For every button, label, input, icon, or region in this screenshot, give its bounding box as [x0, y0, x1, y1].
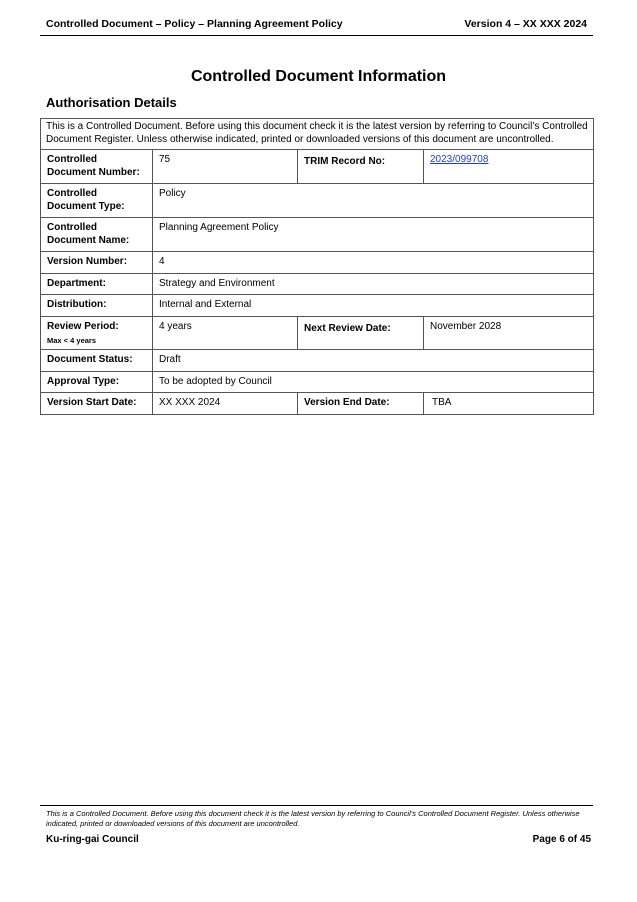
end-date-value: TBA [424, 393, 594, 415]
table-row [41, 273, 594, 295]
table-row [41, 350, 594, 372]
page-title: Controlled Document Information [190, 68, 447, 85]
trim-record-link[interactable]: 2023/099708 [430, 154, 489, 165]
doc-type-value: Policy [153, 184, 594, 218]
header-document-title: Controlled Document – Policy – Planning Agreement Policy [46, 18, 343, 30]
footer-organisation: Ku-ring-gai Council [46, 834, 139, 845]
approval-value: To be adopted by Council [153, 371, 594, 393]
page-number: Page 6 of 45 [532, 834, 591, 845]
start-date-label: Version Start Date: [41, 393, 153, 415]
end-date-label: Version End Date: [298, 393, 424, 415]
distribution-value: Internal and External [153, 295, 594, 317]
trim-cell [424, 150, 594, 184]
table-row [41, 371, 594, 393]
table-row [41, 393, 594, 415]
doc-name-value: Planning Agreement Policy [153, 218, 594, 252]
trim-label: TRIM Record No: [298, 150, 424, 184]
approval-label: Approval Type: [41, 371, 153, 393]
table-row [41, 184, 594, 218]
doc-number-label: Controlled Document Number: [41, 150, 153, 184]
review-period-value: 4 years [153, 316, 298, 350]
doc-type-label: Controlled Document Type: [41, 184, 153, 218]
table-row [41, 252, 594, 274]
controlled-notice: This is a Controlled Document. Before using this document check it is the latest version by referring to Council’s Controlled Document Register. Unless otherwise indicated, printed or downloaded versions of this document are uncontrolled. [41, 119, 594, 150]
table-row [41, 119, 594, 150]
authorisation-table [40, 118, 594, 415]
review-period-label-cell [41, 316, 153, 350]
review-period-label: Review Period: [47, 320, 119, 332]
department-value: Strategy and Environment [153, 273, 594, 295]
review-period-max: Max < 4 years [47, 336, 96, 345]
distribution-label: Distribution: [41, 295, 153, 317]
status-value: Draft [153, 350, 594, 372]
status-label: Document Status: [41, 350, 153, 372]
department-label: Department: [41, 273, 153, 295]
table-row [41, 295, 594, 317]
next-review-label: Next Review Date: [298, 316, 424, 350]
header-version: Version 4 – XX XXX 2024 [464, 18, 587, 30]
next-review-value: November 2028 [424, 316, 594, 350]
table-row [41, 150, 594, 184]
footer-divider [40, 805, 593, 806]
doc-name-label: Controlled Document Name: [41, 218, 153, 252]
footer-notice: This is a Controlled Document. Before using this document check it is the latest version by referring to Council’s Controlled Document Register. Unless otherwise indicated, printed or downloaded versions of this document are uncontrolled. [46, 809, 580, 828]
page-header [40, 13, 593, 36]
doc-number-value: 75 [153, 150, 298, 184]
version-label: Version Number: [41, 252, 153, 274]
start-date-value: XX XXX 2024 [153, 393, 298, 415]
table-row [41, 218, 594, 252]
table-row [41, 316, 594, 350]
section-title: Authorisation Details [46, 95, 177, 110]
version-value: 4 [153, 252, 594, 274]
